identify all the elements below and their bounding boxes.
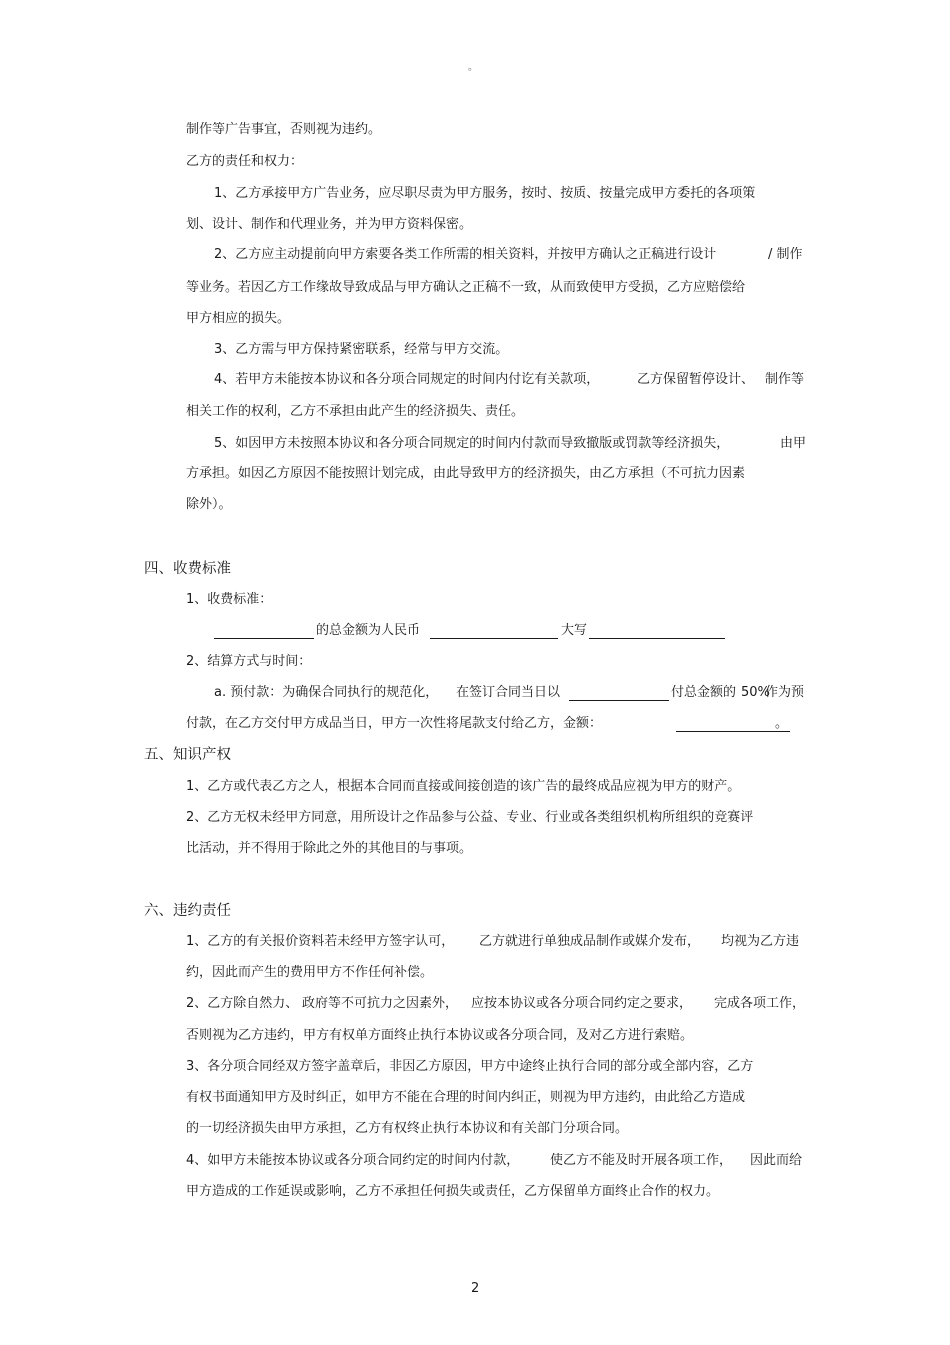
- text-line: 作为预: [765, 685, 805, 700]
- blank-field-item: [214, 638, 314, 639]
- text-line: 甲方造成的工作延误或影响，乙方不承担任何损失或责任，乙方保留单方面终止合作的权力。: [186, 1184, 720, 1199]
- text-line: 均视为乙方违: [721, 934, 800, 949]
- text-line: 方承担。如因乙方原因不能按照计划完成，由此导致甲方的经济损失，由乙方承担（不可抗力因素: [186, 466, 746, 481]
- text-line: 1、乙方承接甲方广告业务，应尽职尽责为甲方服务，按时、按质、按量完成甲方委托的各项策: [214, 186, 756, 201]
- text-line: 。: [775, 716, 789, 731]
- blank-field-amount-words: [589, 638, 725, 639]
- text-line: 2、结算方式与时间：: [186, 654, 312, 669]
- text-line: 制作等: [765, 372, 805, 387]
- text-line: 的总金额为人民币: [316, 623, 421, 638]
- top-mark: 。: [468, 62, 478, 73]
- text-line: 4、若甲方未能按本协议和各分项合同规定的时间内付讫有关款项，: [214, 372, 600, 387]
- blank-field-prepay-base: [569, 700, 669, 701]
- text-line: 5、如因甲方未按照本协议和各分项合同规定的时间内付款而导致撤版或罚款等经济损失，: [214, 436, 730, 451]
- text-line: 乙方就进行单独成品制作或媒介发布，: [479, 934, 701, 949]
- text-line: 2、乙方应主动提前向甲方索要各类工作所需的相关资料，并按甲方确认之正稿进行设计: [214, 247, 717, 262]
- text-line: 比活动，并不得用于除此之外的其他目的与事项。: [186, 841, 473, 856]
- text-line: 制作等广告事宜，否则视为违约。: [186, 122, 382, 137]
- text-line: 因此而给: [750, 1153, 803, 1168]
- text-line: 约，因此而产生的费用甲方不作任何补偿。: [186, 965, 434, 980]
- text-line: 乙方保留暂停设计、: [637, 372, 755, 387]
- page-number: 2: [471, 1281, 480, 1296]
- section-heading-fees: 四、收费标准: [144, 561, 231, 577]
- text-line: 等业务。若因乙方工作缘故导致成品与甲方确认之正稿不一致，从而致使甲方受损，乙方应赔偿给: [186, 280, 746, 295]
- text-line: 4、如甲方未能按本协议或各分项合同约定的时间内付款，: [186, 1153, 520, 1168]
- text-line: 付总金额的: [671, 685, 737, 700]
- text-line: 3、乙方需与甲方保持紧密联系，经常与甲方交流。: [214, 342, 509, 357]
- text-line: 否则视为乙方违约，甲方有权单方面终止执行本协议或各分项合同，及对乙方进行索赔。: [186, 1028, 694, 1043]
- text-line: 由甲: [780, 436, 807, 451]
- text-line: 完成各项工作，: [714, 996, 806, 1011]
- text-line: 大写: [561, 623, 588, 638]
- text-line: 相关工作的权利，乙方不承担由此产生的经济损失、责任。: [186, 404, 525, 419]
- blank-field-final-payment: [676, 731, 790, 732]
- text-line: 2、乙方除自然力、: [186, 996, 299, 1011]
- text-line: 1、乙方或代表乙方之人，根据本合同而直接或间接创造的该广告的最终成品应视为甲方的财产。: [186, 779, 741, 794]
- text-line: 划、设计、制作和代理业务，并为甲方资料保密。: [186, 217, 473, 232]
- text-line: 付款，在乙方交付甲方成品当日，甲方一次性将尾款支付给乙方，金额：: [186, 716, 603, 731]
- blank-field-amount: [430, 638, 558, 639]
- text-line: 的一切经济损失由甲方承担，乙方有权终止执行本协议和有关部门分项合同。: [186, 1121, 629, 1136]
- text-line: / 制作: [768, 247, 803, 262]
- text-line: 有权书面通知甲方及时纠正，如甲方不能在合理的时间内纠正，则视为甲方违约，由此给乙方造成: [186, 1090, 746, 1105]
- text-line: 甲方相应的损失。: [186, 311, 291, 326]
- text-line: 除外）。: [186, 497, 232, 512]
- section-heading-ip: 五、知识产权: [144, 747, 231, 763]
- text-line: 1、收费标准：: [186, 592, 273, 607]
- text-line: 使乙方不能及时开展各项工作，: [550, 1153, 733, 1168]
- prepay-percent: 50%: [741, 685, 770, 700]
- text-line: 政府等不可抗力之因素外，: [302, 996, 459, 1011]
- text-line: 在签订合同当日以: [456, 685, 561, 700]
- text-line: 应按本协议或各分项合同约定之要求，: [471, 996, 693, 1011]
- text-line: 1、乙方的有关报价资料若未经甲方签字认可，: [186, 934, 455, 949]
- text-line: a. 预付款：为确保合同执行的规范化，: [214, 685, 439, 700]
- section-heading-breach: 六、违约责任: [144, 903, 231, 919]
- section-subheading: 乙方的责任和权力：: [186, 154, 304, 169]
- text-line: 3、各分项合同经双方签字盖章后，非因乙方原因，甲方中途终止执行合同的部分或全部内容，乙方: [186, 1059, 754, 1074]
- text-line: 2、乙方无权未经甲方同意，用所设计之作品参与公益、专业、行业或各类组织机构所组织的竞赛评: [186, 810, 754, 825]
